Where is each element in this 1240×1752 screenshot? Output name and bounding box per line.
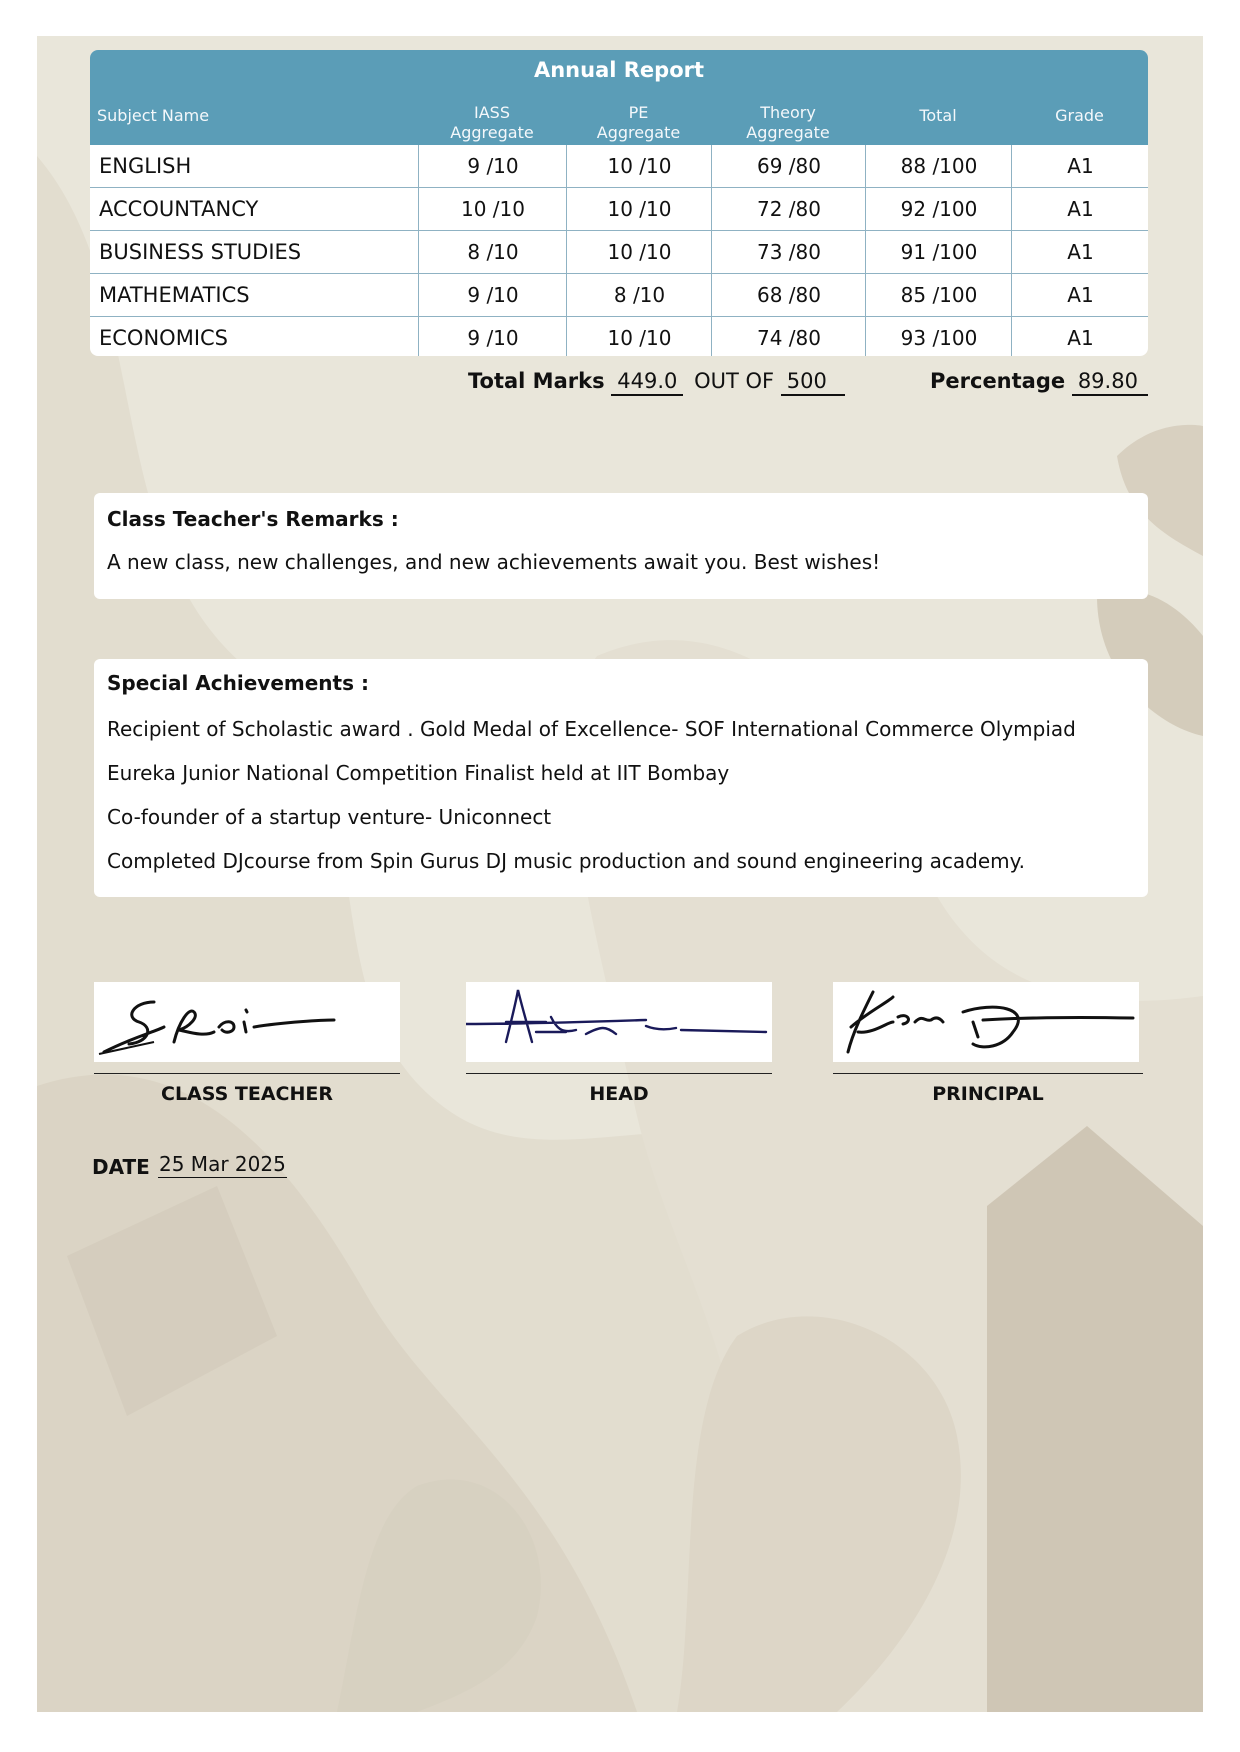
col-theory-aggregate xyxy=(711,103,865,143)
achievement-item: Completed DJcourse from Spin Gurus DJ music production and sound engineering academy. xyxy=(107,849,1025,873)
grade-cell: A1 xyxy=(1011,145,1148,187)
theory-cell: 68 /80 xyxy=(711,274,866,316)
achievement-item: Recipient of Scholastic award . Gold Medal of Excellence- SOF International Commerce Olympiad xyxy=(107,717,1076,741)
col-theory-line1: Theory xyxy=(760,103,816,122)
theory-cell: 69 /80 xyxy=(711,145,866,187)
grade-cell: A1 xyxy=(1011,231,1148,273)
pe-cell: 10 /10 xyxy=(566,145,712,187)
class-teacher-remarks-box xyxy=(94,493,1148,599)
grade-cell: A1 xyxy=(1011,274,1148,316)
total-cell: 93 /100 xyxy=(865,317,1012,356)
col-iass-aggregate xyxy=(418,103,566,143)
principal-signature-line xyxy=(833,1073,1143,1074)
annual-report-table xyxy=(90,50,1148,356)
signature-image xyxy=(466,982,772,1062)
col-total: Total xyxy=(919,106,957,125)
head-signature xyxy=(466,982,772,1062)
special-achievements-box xyxy=(94,659,1148,897)
iass-cell: 9 /10 xyxy=(418,317,567,356)
table-row xyxy=(90,274,1148,317)
class-teacher-signature-line xyxy=(94,1073,400,1074)
table-header xyxy=(90,50,1148,145)
theory-cell: 74 /80 xyxy=(711,317,866,356)
out-of-value: 500 xyxy=(781,368,845,396)
col-subject-name: Subject Name xyxy=(97,106,210,125)
class-teacher-label: CLASS TEACHER xyxy=(161,1083,333,1105)
col-pe-line1: PE xyxy=(628,103,649,122)
date-label: DATE xyxy=(92,1155,150,1179)
subject-cell: MATHEMATICS xyxy=(99,283,250,307)
total-cell: 92 /100 xyxy=(865,188,1012,230)
table-body xyxy=(90,145,1148,356)
class-teacher-signature xyxy=(94,982,400,1062)
remarks-text: A new class, new challenges, and new achievements await you. Best wishes! xyxy=(107,550,881,574)
grade-cell: A1 xyxy=(1011,317,1148,356)
total-marks-label: Total Marks xyxy=(468,369,605,393)
subject-cell: BUSINESS STUDIES xyxy=(99,240,302,264)
iass-cell: 9 /10 xyxy=(418,274,567,316)
iass-cell: 10 /10 xyxy=(418,188,567,230)
percentage-value: 89.80 xyxy=(1072,368,1148,396)
col-iass-line1: IASS xyxy=(474,103,510,122)
pe-cell: 8 /10 xyxy=(566,274,712,316)
subject-cell: ENGLISH xyxy=(99,154,192,178)
table-row xyxy=(90,145,1148,188)
iass-cell: 8 /10 xyxy=(418,231,567,273)
grade-cell: A1 xyxy=(1011,188,1148,230)
col-grade: Grade xyxy=(1055,106,1104,125)
percentage-summary xyxy=(930,368,1148,396)
pe-cell: 10 /10 xyxy=(566,188,712,230)
principal-signature xyxy=(833,982,1139,1062)
achievement-item: Co-founder of a startup venture- Uniconnect xyxy=(107,805,552,829)
total-cell: 88 /100 xyxy=(865,145,1012,187)
subject-cell: ACCOUNTANCY xyxy=(99,197,259,221)
report-title: Annual Report xyxy=(533,58,705,82)
iass-cell: 9 /10 xyxy=(418,145,567,187)
head-signature-line xyxy=(466,1073,772,1074)
col-pe-aggregate xyxy=(566,103,711,143)
table-row xyxy=(90,231,1148,274)
percentage-label: Percentage xyxy=(930,369,1066,393)
principal-label: PRINCIPAL xyxy=(932,1083,1044,1105)
col-iass-line2: Aggregate xyxy=(450,123,534,142)
pe-cell: 10 /10 xyxy=(566,317,712,356)
col-theory-line2: Aggregate xyxy=(746,123,830,142)
signature-image xyxy=(833,982,1139,1062)
remarks-heading: Class Teacher's Remarks : xyxy=(107,507,399,531)
head-label: HEAD xyxy=(589,1083,649,1105)
pe-cell: 10 /10 xyxy=(566,231,712,273)
achievements-heading: Special Achievements : xyxy=(107,671,369,695)
col-pe-line2: Aggregate xyxy=(596,123,681,142)
theory-cell: 72 /80 xyxy=(711,188,866,230)
achievement-item: Eureka Junior National Competition Finalist held at IIT Bombay xyxy=(107,761,730,785)
table-row xyxy=(90,317,1148,356)
subject-cell: ECONOMICS xyxy=(99,326,229,350)
total-cell: 85 /100 xyxy=(865,274,1012,316)
total-marks-summary xyxy=(468,368,845,396)
table-row xyxy=(90,188,1148,231)
date-value: 25 Mar 2025 xyxy=(159,1152,286,1176)
out-of-label: OUT OF xyxy=(694,369,775,393)
total-marks-value: 449.0 xyxy=(611,368,683,396)
theory-cell: 73 /80 xyxy=(711,231,866,273)
total-cell: 91 /100 xyxy=(865,231,1012,273)
signature-image xyxy=(94,982,400,1062)
